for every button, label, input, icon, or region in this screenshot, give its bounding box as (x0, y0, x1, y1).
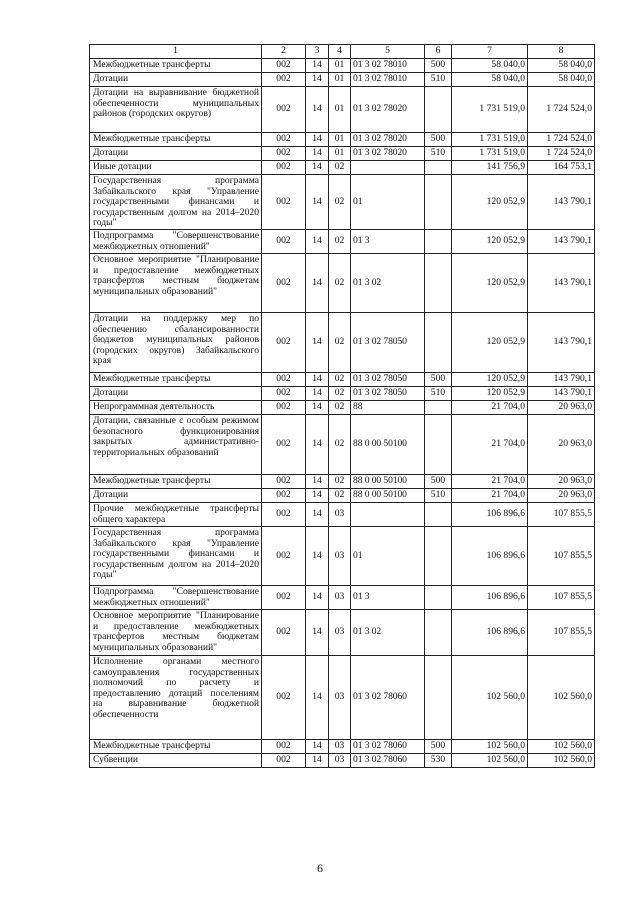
header-col-2: 2 (262, 45, 306, 59)
expense-type-cell: 500 (425, 133, 452, 147)
subsection2-cell: 02 (329, 372, 351, 386)
table-header-row (90, 45, 595, 59)
subsection-cell: 14 (306, 655, 329, 739)
subsection-cell: 14 (306, 372, 329, 386)
expense-type-cell: 500 (425, 474, 452, 488)
table-row (90, 312, 595, 372)
expense-type-cell (425, 312, 452, 372)
target-code-cell: 01 3 02 78010 (351, 73, 425, 87)
table-body (90, 59, 595, 768)
amount-year2-cell: 102 560,0 (528, 753, 595, 767)
table-row (90, 488, 595, 502)
amount-year1-cell: 1 731 519,0 (452, 87, 528, 133)
section-cell: 002 (262, 488, 306, 502)
amount-year1-cell: 102 560,0 (452, 655, 528, 739)
subsection-cell: 14 (306, 133, 329, 147)
amount-year2-cell: 143 790,1 (528, 175, 595, 230)
section-cell: 002 (262, 414, 306, 474)
target-code-cell: 01 3 02 78020 (351, 133, 425, 147)
table-row (90, 133, 595, 147)
table-row (90, 59, 595, 73)
subsection-cell: 14 (306, 585, 329, 609)
section-cell: 002 (262, 386, 306, 400)
expense-type-cell (425, 655, 452, 739)
name-cell: Основное мероприятие "Планирование и предоставление межбюджетных трансфертов местным бюджетам муниципальных образований" (90, 253, 262, 312)
amount-year1-cell: 120 052,9 (452, 312, 528, 372)
amount-year1-cell: 1 731 519,0 (452, 147, 528, 161)
amount-year2-cell: 107 855,5 (528, 526, 595, 585)
amount-year1-cell: 1 731 519,0 (452, 133, 528, 147)
subsection2-cell: 01 (329, 59, 351, 73)
subsection2-cell: 03 (329, 526, 351, 585)
target-code-cell: 88 0 00 50100 (351, 414, 425, 474)
table-row (90, 655, 595, 739)
name-cell: Межбюджетные трансферты (90, 739, 262, 753)
target-code-cell: 01 (351, 175, 425, 230)
header-col-8: 8 (528, 45, 595, 59)
name-cell: Дотации на поддержку мер по обеспечению сбалансированности бюджетов муниципальных районов (городских округов) Забайкальского края (90, 312, 262, 372)
section-cell: 002 (262, 133, 306, 147)
amount-year2-cell: 58 040,0 (528, 59, 595, 73)
amount-year1-cell: 21 704,0 (452, 474, 528, 488)
table-row (90, 386, 595, 400)
amount-year2-cell: 107 855,5 (528, 585, 595, 609)
expense-type-cell (425, 502, 452, 526)
target-code-cell: 88 0 00 50100 (351, 474, 425, 488)
name-cell: Субвенции (90, 753, 262, 767)
subsection2-cell: 03 (329, 739, 351, 753)
table-row (90, 502, 595, 526)
subsection-cell: 14 (306, 386, 329, 400)
amount-year2-cell: 143 790,1 (528, 312, 595, 372)
table-row (90, 753, 595, 767)
amount-year2-cell: 164 753,1 (528, 161, 595, 175)
target-code-cell: 01 3 02 78050 (351, 372, 425, 386)
section-cell: 002 (262, 229, 306, 253)
name-cell: Непрограммная деятельность (90, 400, 262, 414)
section-cell: 002 (262, 312, 306, 372)
table-row (90, 400, 595, 414)
amount-year2-cell: 107 855,5 (528, 609, 595, 655)
name-cell: Основное мероприятие "Планирование и предоставление межбюджетных трансфертов местным бюджетам муниципальных образований" (90, 609, 262, 655)
subsection2-cell: 03 (329, 655, 351, 739)
subsection2-cell: 01 (329, 87, 351, 133)
subsection2-cell: 03 (329, 753, 351, 767)
amount-year1-cell: 106 896,6 (452, 585, 528, 609)
budget-table (89, 44, 595, 768)
expense-type-cell (425, 609, 452, 655)
target-code-cell: 01 3 02 (351, 253, 425, 312)
name-cell: Дотации (90, 386, 262, 400)
table-row (90, 147, 595, 161)
amount-year1-cell: 102 560,0 (452, 753, 528, 767)
expense-type-cell (425, 87, 452, 133)
amount-year2-cell: 143 790,1 (528, 372, 595, 386)
name-cell: Дотации (90, 147, 262, 161)
table-row (90, 609, 595, 655)
name-cell: Дотации, связанные с особым режимом безопасного функционирования закрытых административно-территориальных образований (90, 414, 262, 474)
expense-type-cell: 500 (425, 739, 452, 753)
header-col-4: 4 (329, 45, 351, 59)
subsection2-cell: 02 (329, 386, 351, 400)
section-cell: 002 (262, 753, 306, 767)
subsection2-cell: 01 (329, 147, 351, 161)
subsection2-cell: 01 (329, 133, 351, 147)
name-cell: Межбюджетные трансферты (90, 133, 262, 147)
subsection-cell: 14 (306, 253, 329, 312)
amount-year1-cell: 120 052,9 (452, 175, 528, 230)
amount-year2-cell: 102 560,0 (528, 655, 595, 739)
header-col-7: 7 (452, 45, 528, 59)
header-col-1: 1 (90, 45, 262, 59)
subsection-cell: 14 (306, 229, 329, 253)
expense-type-cell: 510 (425, 147, 452, 161)
amount-year2-cell: 143 790,1 (528, 253, 595, 312)
subsection-cell: 14 (306, 312, 329, 372)
amount-year1-cell: 120 052,9 (452, 386, 528, 400)
subsection2-cell: 03 (329, 585, 351, 609)
target-code-cell: 01 3 02 78050 (351, 312, 425, 372)
subsection-cell: 14 (306, 609, 329, 655)
amount-year2-cell: 20 963,0 (528, 400, 595, 414)
page-number: 6 (317, 861, 323, 875)
amount-year1-cell: 120 052,9 (452, 372, 528, 386)
section-cell: 002 (262, 474, 306, 488)
amount-year2-cell: 20 963,0 (528, 474, 595, 488)
expense-type-cell (425, 229, 452, 253)
amount-year1-cell: 21 704,0 (452, 488, 528, 502)
target-code-cell: 01 3 02 78010 (351, 59, 425, 73)
expense-type-cell: 500 (425, 59, 452, 73)
subsection2-cell: 02 (329, 414, 351, 474)
expense-type-cell: 510 (425, 73, 452, 87)
amount-year1-cell: 120 052,9 (452, 229, 528, 253)
name-cell: Прочие межбюджетные трансферты общего характера (90, 502, 262, 526)
name-cell: Дотации (90, 488, 262, 502)
table-row (90, 739, 595, 753)
amount-year2-cell: 107 855,5 (528, 502, 595, 526)
amount-year2-cell: 1 724 524,0 (528, 87, 595, 133)
table-row (90, 175, 595, 230)
amount-year1-cell: 21 704,0 (452, 400, 528, 414)
amount-year2-cell: 143 790,1 (528, 386, 595, 400)
subsection2-cell: 02 (329, 488, 351, 502)
section-cell: 002 (262, 526, 306, 585)
section-cell: 002 (262, 609, 306, 655)
target-code-cell: 01 3 02 78050 (351, 386, 425, 400)
subsection-cell: 14 (306, 147, 329, 161)
expense-type-cell (425, 175, 452, 230)
table-row (90, 585, 595, 609)
table-row (90, 87, 595, 133)
name-cell: Дотации на выравнивание бюджетной обеспеченности муниципальных районов (городских округов) (90, 87, 262, 133)
name-cell: Дотации (90, 73, 262, 87)
amount-year1-cell: 141 756,9 (452, 161, 528, 175)
amount-year1-cell: 58 040,0 (452, 59, 528, 73)
target-code-cell: 01 3 02 78060 (351, 753, 425, 767)
subsection-cell: 14 (306, 161, 329, 175)
amount-year2-cell: 1 724 524,0 (528, 133, 595, 147)
section-cell: 002 (262, 655, 306, 739)
section-cell: 002 (262, 59, 306, 73)
subsection2-cell: 03 (329, 609, 351, 655)
amount-year1-cell: 106 896,6 (452, 502, 528, 526)
subsection-cell: 14 (306, 59, 329, 73)
subsection2-cell: 02 (329, 229, 351, 253)
subsection-cell: 14 (306, 414, 329, 474)
subsection2-cell: 03 (329, 502, 351, 526)
expense-type-cell (425, 253, 452, 312)
expense-type-cell: 500 (425, 372, 452, 386)
name-cell: Исполнение органами местного самоуправления государственных полномочий по расчету и предоставлению дотаций поселениям на выравнивание бюджетной обеспеченности (90, 655, 262, 739)
expense-type-cell: 510 (425, 386, 452, 400)
amount-year2-cell: 102 560,0 (528, 739, 595, 753)
section-cell: 002 (262, 87, 306, 133)
subsection2-cell: 02 (329, 161, 351, 175)
section-cell: 002 (262, 175, 306, 230)
table-row (90, 73, 595, 87)
section-cell: 002 (262, 502, 306, 526)
name-cell: Иные дотации (90, 161, 262, 175)
subsection2-cell: 02 (329, 312, 351, 372)
subsection-cell: 14 (306, 739, 329, 753)
section-cell: 002 (262, 253, 306, 312)
section-cell: 002 (262, 739, 306, 753)
subsection-cell: 14 (306, 87, 329, 133)
table-row (90, 414, 595, 474)
section-cell: 002 (262, 372, 306, 386)
amount-year1-cell: 106 896,6 (452, 609, 528, 655)
amount-year1-cell: 21 704,0 (452, 414, 528, 474)
target-code-cell: 01 3 02 (351, 609, 425, 655)
name-cell: Межбюджетные трансферты (90, 474, 262, 488)
target-code-cell: 88 (351, 400, 425, 414)
target-code-cell: 88 0 00 50100 (351, 488, 425, 502)
name-cell: Государственная программа Забайкальского края "Управление государственными финансами и государственным долгом на 2014–2020 годы" (90, 526, 262, 585)
target-code-cell: 01 3 02 78020 (351, 147, 425, 161)
target-code-cell: 01 3 02 78020 (351, 87, 425, 133)
subsection-cell: 14 (306, 502, 329, 526)
section-cell: 002 (262, 400, 306, 414)
name-cell: Подпрограмма "Совершенствование межбюджетных отношений" (90, 585, 262, 609)
header-col-3: 3 (306, 45, 329, 59)
target-code-cell: 01 3 (351, 229, 425, 253)
table-row (90, 161, 595, 175)
amount-year1-cell: 102 560,0 (452, 739, 528, 753)
target-code-cell: 01 (351, 526, 425, 585)
target-code-cell: 01 3 (351, 585, 425, 609)
table-row (90, 253, 595, 312)
amount-year2-cell: 58 040,0 (528, 73, 595, 87)
subsection-cell: 14 (306, 526, 329, 585)
header-col-5: 5 (351, 45, 425, 59)
subsection-cell: 14 (306, 753, 329, 767)
subsection-cell: 14 (306, 474, 329, 488)
subsection2-cell: 02 (329, 400, 351, 414)
name-cell: Межбюджетные трансферты (90, 372, 262, 386)
section-cell: 002 (262, 73, 306, 87)
name-cell: Государственная программа Забайкальского края "Управление государственными финансами и государственным долгом на 2014–2020 годы" (90, 175, 262, 230)
name-cell: Подпрограмма "Совершенствование межбюджетных отношений" (90, 229, 262, 253)
table-row (90, 372, 595, 386)
expense-type-cell (425, 161, 452, 175)
expense-type-cell: 530 (425, 753, 452, 767)
amount-year2-cell: 20 963,0 (528, 488, 595, 502)
target-code-cell: 01 3 02 78060 (351, 739, 425, 753)
subsection2-cell: 02 (329, 253, 351, 312)
target-code-cell (351, 502, 425, 526)
subsection2-cell: 01 (329, 73, 351, 87)
subsection-cell: 14 (306, 488, 329, 502)
amount-year2-cell: 1 724 524,0 (528, 147, 595, 161)
subsection2-cell: 02 (329, 474, 351, 488)
subsection-cell: 14 (306, 400, 329, 414)
subsection2-cell: 02 (329, 175, 351, 230)
table-row (90, 526, 595, 585)
amount-year2-cell: 20 963,0 (528, 414, 595, 474)
table-row (90, 229, 595, 253)
amount-year1-cell: 106 896,6 (452, 526, 528, 585)
header-col-6: 6 (425, 45, 452, 59)
subsection-cell: 14 (306, 175, 329, 230)
expense-type-cell (425, 585, 452, 609)
amount-year1-cell: 58 040,0 (452, 73, 528, 87)
section-cell: 002 (262, 147, 306, 161)
section-cell: 002 (262, 161, 306, 175)
table-row (90, 474, 595, 488)
expense-type-cell: 510 (425, 488, 452, 502)
target-code-cell: 01 3 02 78060 (351, 655, 425, 739)
expense-type-cell (425, 414, 452, 474)
expense-type-cell (425, 400, 452, 414)
section-cell: 002 (262, 585, 306, 609)
expense-type-cell (425, 526, 452, 585)
target-code-cell (351, 161, 425, 175)
subsection-cell: 14 (306, 73, 329, 87)
amount-year2-cell: 143 790,1 (528, 229, 595, 253)
amount-year1-cell: 120 052,9 (452, 253, 528, 312)
name-cell: Межбюджетные трансферты (90, 59, 262, 73)
